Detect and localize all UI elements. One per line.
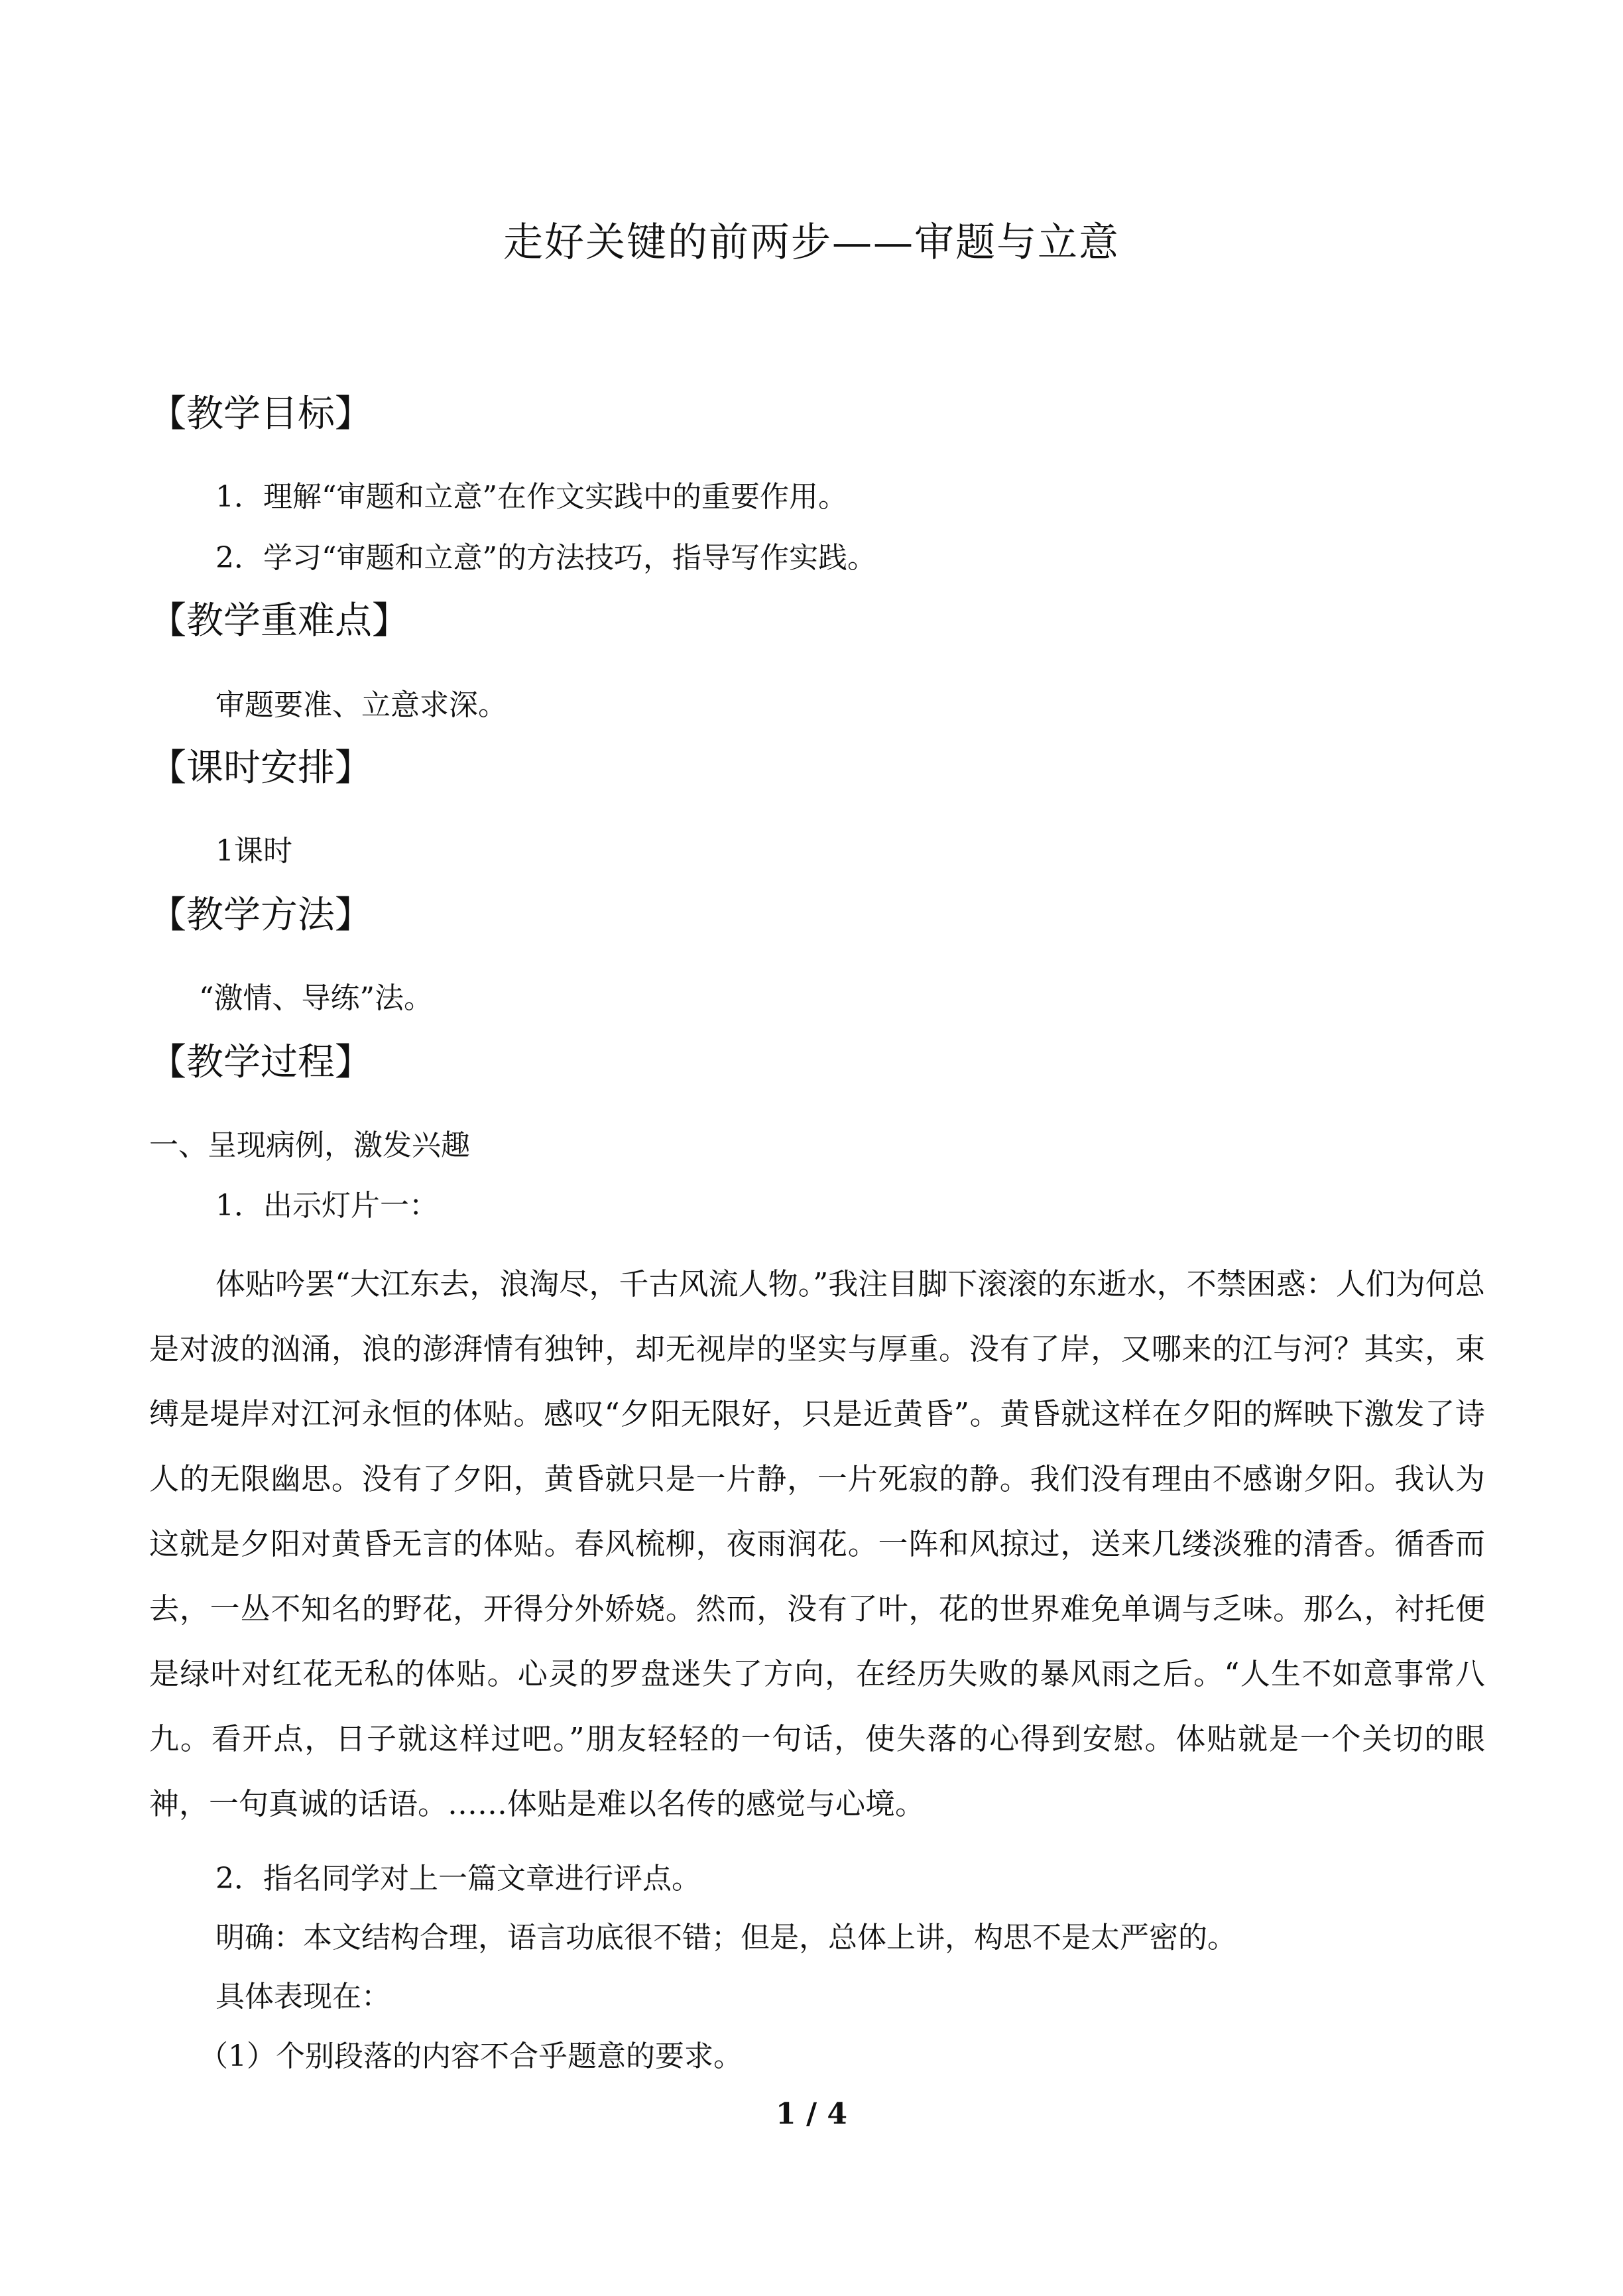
process-step1: 1．出示灯片一： <box>215 1189 438 1223</box>
objective-item-2: 2．学习“审题和立意”的方法技巧，指导写作实践。 <box>215 541 876 575</box>
heading-process: 【教学过程】 <box>149 1041 372 1084</box>
specifics-text: 具体表现在： <box>215 1980 391 2014</box>
process-part1-title: 一、呈现病例，激发兴趣 <box>149 1128 470 1162</box>
objective-item-1: 1．理解“审题和立意”在作文实践中的重要作用。 <box>215 480 847 514</box>
point-1-text: （1）个别段落的内容不合乎题意的要求。 <box>199 2039 743 2073</box>
heading-schedule: 【课时安排】 <box>149 747 372 790</box>
heading-key-points: 【教学重难点】 <box>149 599 409 642</box>
process-step2: 2．指名同学对上一篇文章进行评点。 <box>215 1862 701 1896</box>
method-text: “激情、导练”法。 <box>199 981 433 1015</box>
schedule-text: 1课时 <box>215 834 292 868</box>
heading-method: 【教学方法】 <box>149 894 372 937</box>
heading-objectives: 【教学目标】 <box>149 393 372 436</box>
clarify-text: 明确：本文结构合理，语言功底很不错；但是，总体上讲，构思不是太严密的。 <box>215 1921 1236 1955</box>
key-points-text: 审题要准、立意求深。 <box>215 688 507 722</box>
page-title: 走好关键的前两步——审题与立意 <box>503 219 1120 266</box>
page-number: 1 / 4 <box>776 2097 847 2131</box>
sample-essay-paragraph: 体贴吟罢“大江东去，浪淘尽，千古风流人物。”我注目脚下滚滚的东逝水，不禁困惑：人们为何总是对波的汹涌，浪的澎湃情有独钟，却无视岸的坚实与厚重。没有了岸，又哪来的江与河？其实，束缚是堤岸对江河永恒的体贴。感叹“夕阳无限好，只是近黄昏”。黄昏就这样在夕阳的辉映下激发了诗人的无限幽思。没有了夕阳，黄昏就只是一片静，一片死寂的静。我们没有理由不感谢夕阳。我认为这就是夕阳对黄昏无言的体贴。春风梳柳，夜雨润花。一阵和风掠过，送来几缕淡雅的清香。循香而去，一丛不知名的野花，开得分外娇娆。然而，没有了叶，花的世界难免单调与乏味。那么，衬托便是绿叶对红花无私的体贴。心灵的罗盘迷失了方向，在经历失败的暴风雨之后。“人生不如意事常八九。看开点，日子就这样过吧。”朋友轻轻的一句话，使失落的心得到安慰。体贴就是一个关切的眼神，一句真诚的话语。……体贴是难以名传的感觉与心境。 <box>149 1266 1485 1821</box>
